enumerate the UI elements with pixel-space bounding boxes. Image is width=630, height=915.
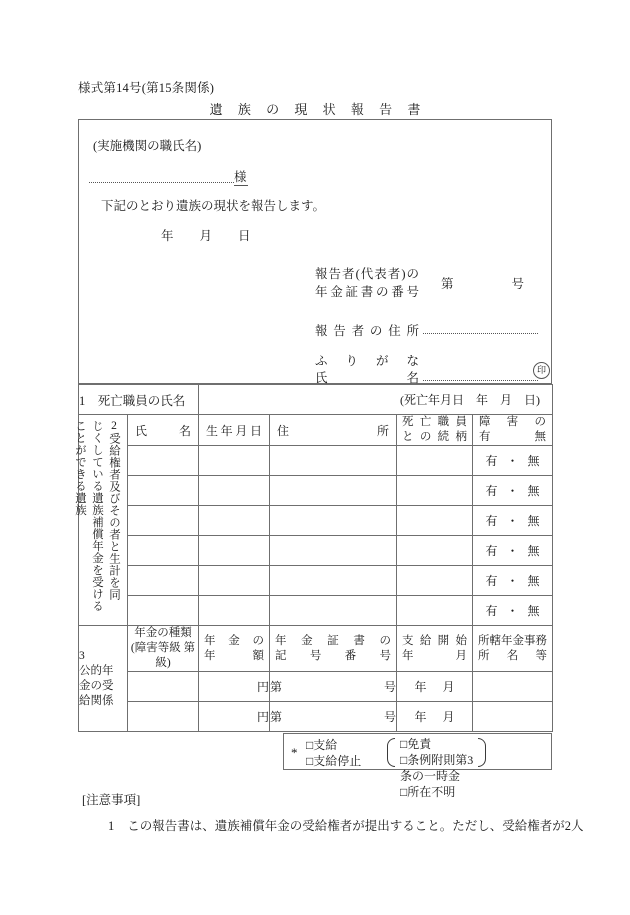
form-code: 様式第14号(第15条関係) bbox=[78, 81, 215, 95]
header-relation bbox=[397, 415, 473, 446]
cell-disability[interactable] bbox=[473, 446, 553, 476]
disability-yes[interactable]: 有 bbox=[485, 604, 498, 618]
cell-birth-date[interactable] bbox=[199, 536, 270, 566]
payment-status-options bbox=[306, 737, 361, 769]
cell-address[interactable] bbox=[270, 476, 397, 506]
header-name-text: 氏名 bbox=[135, 423, 192, 438]
checkbox-whereabouts-unknown[interactable]: □所在不明 bbox=[400, 785, 456, 799]
section1-death-date[interactable] bbox=[199, 385, 553, 415]
section3-label bbox=[79, 626, 128, 732]
cell-birth-date[interactable] bbox=[199, 596, 270, 626]
cell-address[interactable] bbox=[270, 566, 397, 596]
cell-amount[interactable] bbox=[199, 702, 270, 732]
header-pension-type-line1: 年金の種類 bbox=[134, 627, 192, 639]
section3-label-line4: 給関係 bbox=[79, 694, 114, 707]
page-title: 遺 族 の 現 状 報 告 書 bbox=[209, 102, 427, 117]
header-cert-number-line1: 年金証書の bbox=[275, 634, 392, 647]
disability-yes[interactable]: 有 bbox=[485, 484, 498, 498]
header-box bbox=[78, 119, 552, 384]
table-row bbox=[79, 506, 553, 536]
death-date-prefix: (死亡年月日 bbox=[400, 393, 465, 407]
header-start-date-line1: 支給開始 bbox=[402, 634, 468, 647]
section3-data-row bbox=[79, 702, 553, 732]
form-table bbox=[74, 384, 553, 732]
header-address bbox=[270, 415, 397, 446]
table-row bbox=[79, 476, 553, 506]
date-year-label: 年 bbox=[161, 229, 174, 243]
table-row bbox=[79, 596, 553, 626]
disability-separator: ・ bbox=[506, 484, 519, 498]
cert-dai: 第 bbox=[270, 680, 283, 694]
bracketed-options bbox=[387, 736, 486, 799]
official-use-box bbox=[283, 733, 552, 799]
cell-name[interactable] bbox=[128, 566, 199, 596]
header-relation-line2: との続柄 bbox=[402, 431, 468, 443]
checkbox-payment[interactable]: □支給 bbox=[306, 738, 338, 752]
seal-icon: 印 bbox=[533, 362, 550, 379]
header-office-line2: 所名等 bbox=[478, 649, 548, 662]
bracket-line-1 bbox=[396, 736, 477, 768]
section1-row bbox=[79, 385, 553, 415]
cert-dai: 第 bbox=[270, 710, 283, 724]
cell-disability[interactable] bbox=[473, 596, 553, 626]
header-pension-type bbox=[128, 626, 219, 672]
cell-start-date[interactable] bbox=[397, 702, 473, 732]
addressee-suffix: 様 bbox=[234, 170, 247, 184]
cell-name[interactable] bbox=[128, 446, 199, 476]
checkbox-ordinance-supplement[interactable]: □条例附則第3 bbox=[400, 753, 474, 767]
header-relation-line1: 死亡職員 bbox=[402, 416, 468, 428]
cell-name[interactable] bbox=[128, 506, 199, 536]
reporter-cert-label-line2: 年金証書の番号 bbox=[315, 285, 419, 299]
section2-label bbox=[74, 415, 128, 626]
cell-birth-date[interactable] bbox=[199, 446, 270, 476]
cert-number-go: 号 bbox=[511, 277, 525, 291]
addressee-field[interactable] bbox=[89, 167, 248, 185]
checkbox-exemption[interactable]: □免責 bbox=[400, 737, 432, 751]
section3-label-line3: 金の受 bbox=[79, 679, 114, 692]
start-month: 月 bbox=[442, 710, 455, 724]
cell-disability[interactable] bbox=[473, 566, 553, 596]
cell-disability[interactable] bbox=[473, 536, 553, 566]
cell-name[interactable] bbox=[128, 596, 199, 626]
submission-date[interactable] bbox=[161, 226, 251, 244]
section3-label-line2: 公的年 bbox=[79, 664, 114, 677]
reporter-cert-label-line1: 報告者(代表者)の bbox=[315, 267, 419, 281]
header-name bbox=[128, 415, 199, 446]
cert-number-dai: 第 bbox=[441, 277, 454, 291]
header-office-line1: 所轄年金事務 bbox=[478, 634, 548, 647]
cell-birth-date[interactable] bbox=[199, 476, 270, 506]
cell-name[interactable] bbox=[128, 476, 199, 506]
amount-yen-unit: 円 bbox=[257, 710, 270, 724]
disability-separator: ・ bbox=[506, 544, 519, 558]
addressee-input-line[interactable] bbox=[89, 169, 234, 183]
cell-pension-type[interactable] bbox=[128, 702, 199, 732]
disability-separator: ・ bbox=[506, 454, 519, 468]
disability-no[interactable]: 無 bbox=[527, 574, 540, 588]
section3-label-line1: 3 bbox=[79, 649, 85, 662]
amount-yen-unit: 円 bbox=[257, 680, 270, 694]
table-row bbox=[79, 536, 553, 566]
death-date-month: 月 bbox=[500, 393, 513, 407]
header-amount-line1: 年金の bbox=[204, 634, 265, 647]
asterisk-mark: * bbox=[291, 745, 298, 760]
reporter-certificate-row bbox=[315, 265, 525, 303]
cell-address[interactable] bbox=[270, 536, 397, 566]
cell-cert-number[interactable] bbox=[270, 672, 397, 702]
section3-header-row bbox=[79, 626, 553, 672]
cell-address[interactable] bbox=[270, 506, 397, 536]
checkbox-payment-suspended[interactable]: □支給停止 bbox=[306, 754, 362, 768]
disability-no[interactable]: 無 bbox=[527, 484, 540, 498]
death-date-year: 年 bbox=[476, 393, 489, 407]
header-birth-date-text: 生年月日 bbox=[206, 423, 263, 438]
disability-yes[interactable]: 有 bbox=[485, 514, 498, 528]
notes-section bbox=[82, 790, 584, 834]
reporter-name-label: 氏名 bbox=[315, 371, 419, 385]
header-pension-type-line3: 第 級) bbox=[155, 642, 219, 669]
cert-go: 号 bbox=[384, 680, 397, 694]
cert-go: 号 bbox=[384, 710, 397, 724]
header-office bbox=[473, 626, 553, 672]
date-day-label: 日 bbox=[238, 229, 251, 243]
notes-item-1-number: 1 bbox=[108, 819, 115, 833]
cell-name[interactable] bbox=[128, 536, 199, 566]
header-birth-date bbox=[199, 415, 270, 446]
header-amount bbox=[199, 626, 270, 672]
table-row bbox=[79, 566, 553, 596]
cell-birth-date[interactable] bbox=[199, 566, 270, 596]
organization-label: (実施機関の職氏名) bbox=[93, 139, 202, 153]
disability-no[interactable]: 無 bbox=[527, 544, 540, 558]
disability-no[interactable]: 無 bbox=[527, 604, 540, 618]
header-cert-number-line2: 記号番号 bbox=[275, 649, 392, 662]
table-row bbox=[79, 446, 553, 476]
ordinance-lumpsum-text: 条の一時金 bbox=[400, 769, 461, 783]
reporter-name-input-line[interactable] bbox=[423, 368, 538, 381]
cell-start-date[interactable] bbox=[397, 672, 473, 702]
disability-yes[interactable]: 有 bbox=[485, 544, 498, 558]
header-disability-line1: 障害の bbox=[479, 416, 547, 428]
header-disability bbox=[473, 415, 553, 446]
start-year: 年 bbox=[414, 710, 427, 724]
cell-relation[interactable] bbox=[397, 566, 473, 596]
header-pension-type-line2: (障害等級 bbox=[130, 642, 181, 654]
cell-address[interactable] bbox=[270, 446, 397, 476]
disability-separator: ・ bbox=[506, 604, 519, 618]
cell-amount[interactable] bbox=[199, 672, 270, 702]
date-month-label: 月 bbox=[199, 229, 213, 243]
cell-address[interactable] bbox=[270, 596, 397, 626]
notes-item-1 bbox=[82, 816, 584, 834]
reporter-furigana-row[interactable] bbox=[315, 351, 419, 369]
section1-label: 1 死亡職員の氏名 bbox=[79, 385, 199, 415]
cell-relation[interactable] bbox=[397, 506, 473, 536]
death-date-day: 日) bbox=[524, 393, 541, 407]
header-start-date bbox=[397, 626, 473, 672]
section2-label-text: 2受給権者及びその者と生計を同じくしている遺族補償年金を受けることができる遺族 bbox=[74, 420, 120, 612]
disability-separator: ・ bbox=[506, 574, 519, 588]
cell-office[interactable] bbox=[473, 702, 553, 732]
reporter-address-row[interactable] bbox=[315, 321, 538, 339]
header-cert-number bbox=[270, 626, 397, 672]
reporter-block bbox=[315, 265, 546, 385]
header-address-text: 住所 bbox=[277, 423, 390, 438]
cell-birth-date[interactable] bbox=[199, 506, 270, 536]
disability-no[interactable]: 無 bbox=[527, 514, 540, 528]
reporter-cert-number-field[interactable] bbox=[441, 274, 581, 292]
start-year: 年 bbox=[414, 680, 427, 694]
cell-relation[interactable] bbox=[397, 536, 473, 566]
disability-yes[interactable]: 有 bbox=[485, 454, 498, 468]
start-month: 月 bbox=[442, 680, 455, 694]
reporter-address-input-line[interactable] bbox=[423, 321, 538, 334]
cell-disability[interactable] bbox=[473, 506, 553, 536]
cell-office[interactable] bbox=[473, 672, 553, 702]
notes-title: [注意事項] bbox=[82, 793, 141, 807]
header-start-date-line2: 年月 bbox=[402, 649, 468, 662]
section3-data-row bbox=[79, 672, 553, 702]
disability-yes[interactable]: 有 bbox=[485, 574, 498, 588]
statement-text: 下記のとおり遺族の現状を報告します。 bbox=[101, 199, 326, 213]
cell-disability[interactable] bbox=[473, 476, 553, 506]
disability-separator: ・ bbox=[506, 514, 519, 528]
reporter-furigana-label: ふりがな bbox=[315, 354, 419, 368]
cell-relation[interactable] bbox=[397, 446, 473, 476]
header-disability-line2: 有無 bbox=[479, 431, 547, 443]
header-amount-line2: 年額 bbox=[204, 649, 265, 662]
cell-relation[interactable] bbox=[397, 596, 473, 626]
notes-item-1-text: この報告書は、遺族補償年金の受給権者が提出すること。ただし、受給権者が2人 bbox=[127, 819, 584, 833]
disability-no[interactable]: 無 bbox=[527, 454, 540, 468]
reporter-address-label: 報告者の住所 bbox=[315, 324, 419, 338]
section2-header-row bbox=[79, 415, 553, 446]
cell-cert-number[interactable] bbox=[270, 702, 397, 732]
cell-pension-type[interactable] bbox=[128, 672, 199, 702]
cell-relation[interactable] bbox=[397, 476, 473, 506]
